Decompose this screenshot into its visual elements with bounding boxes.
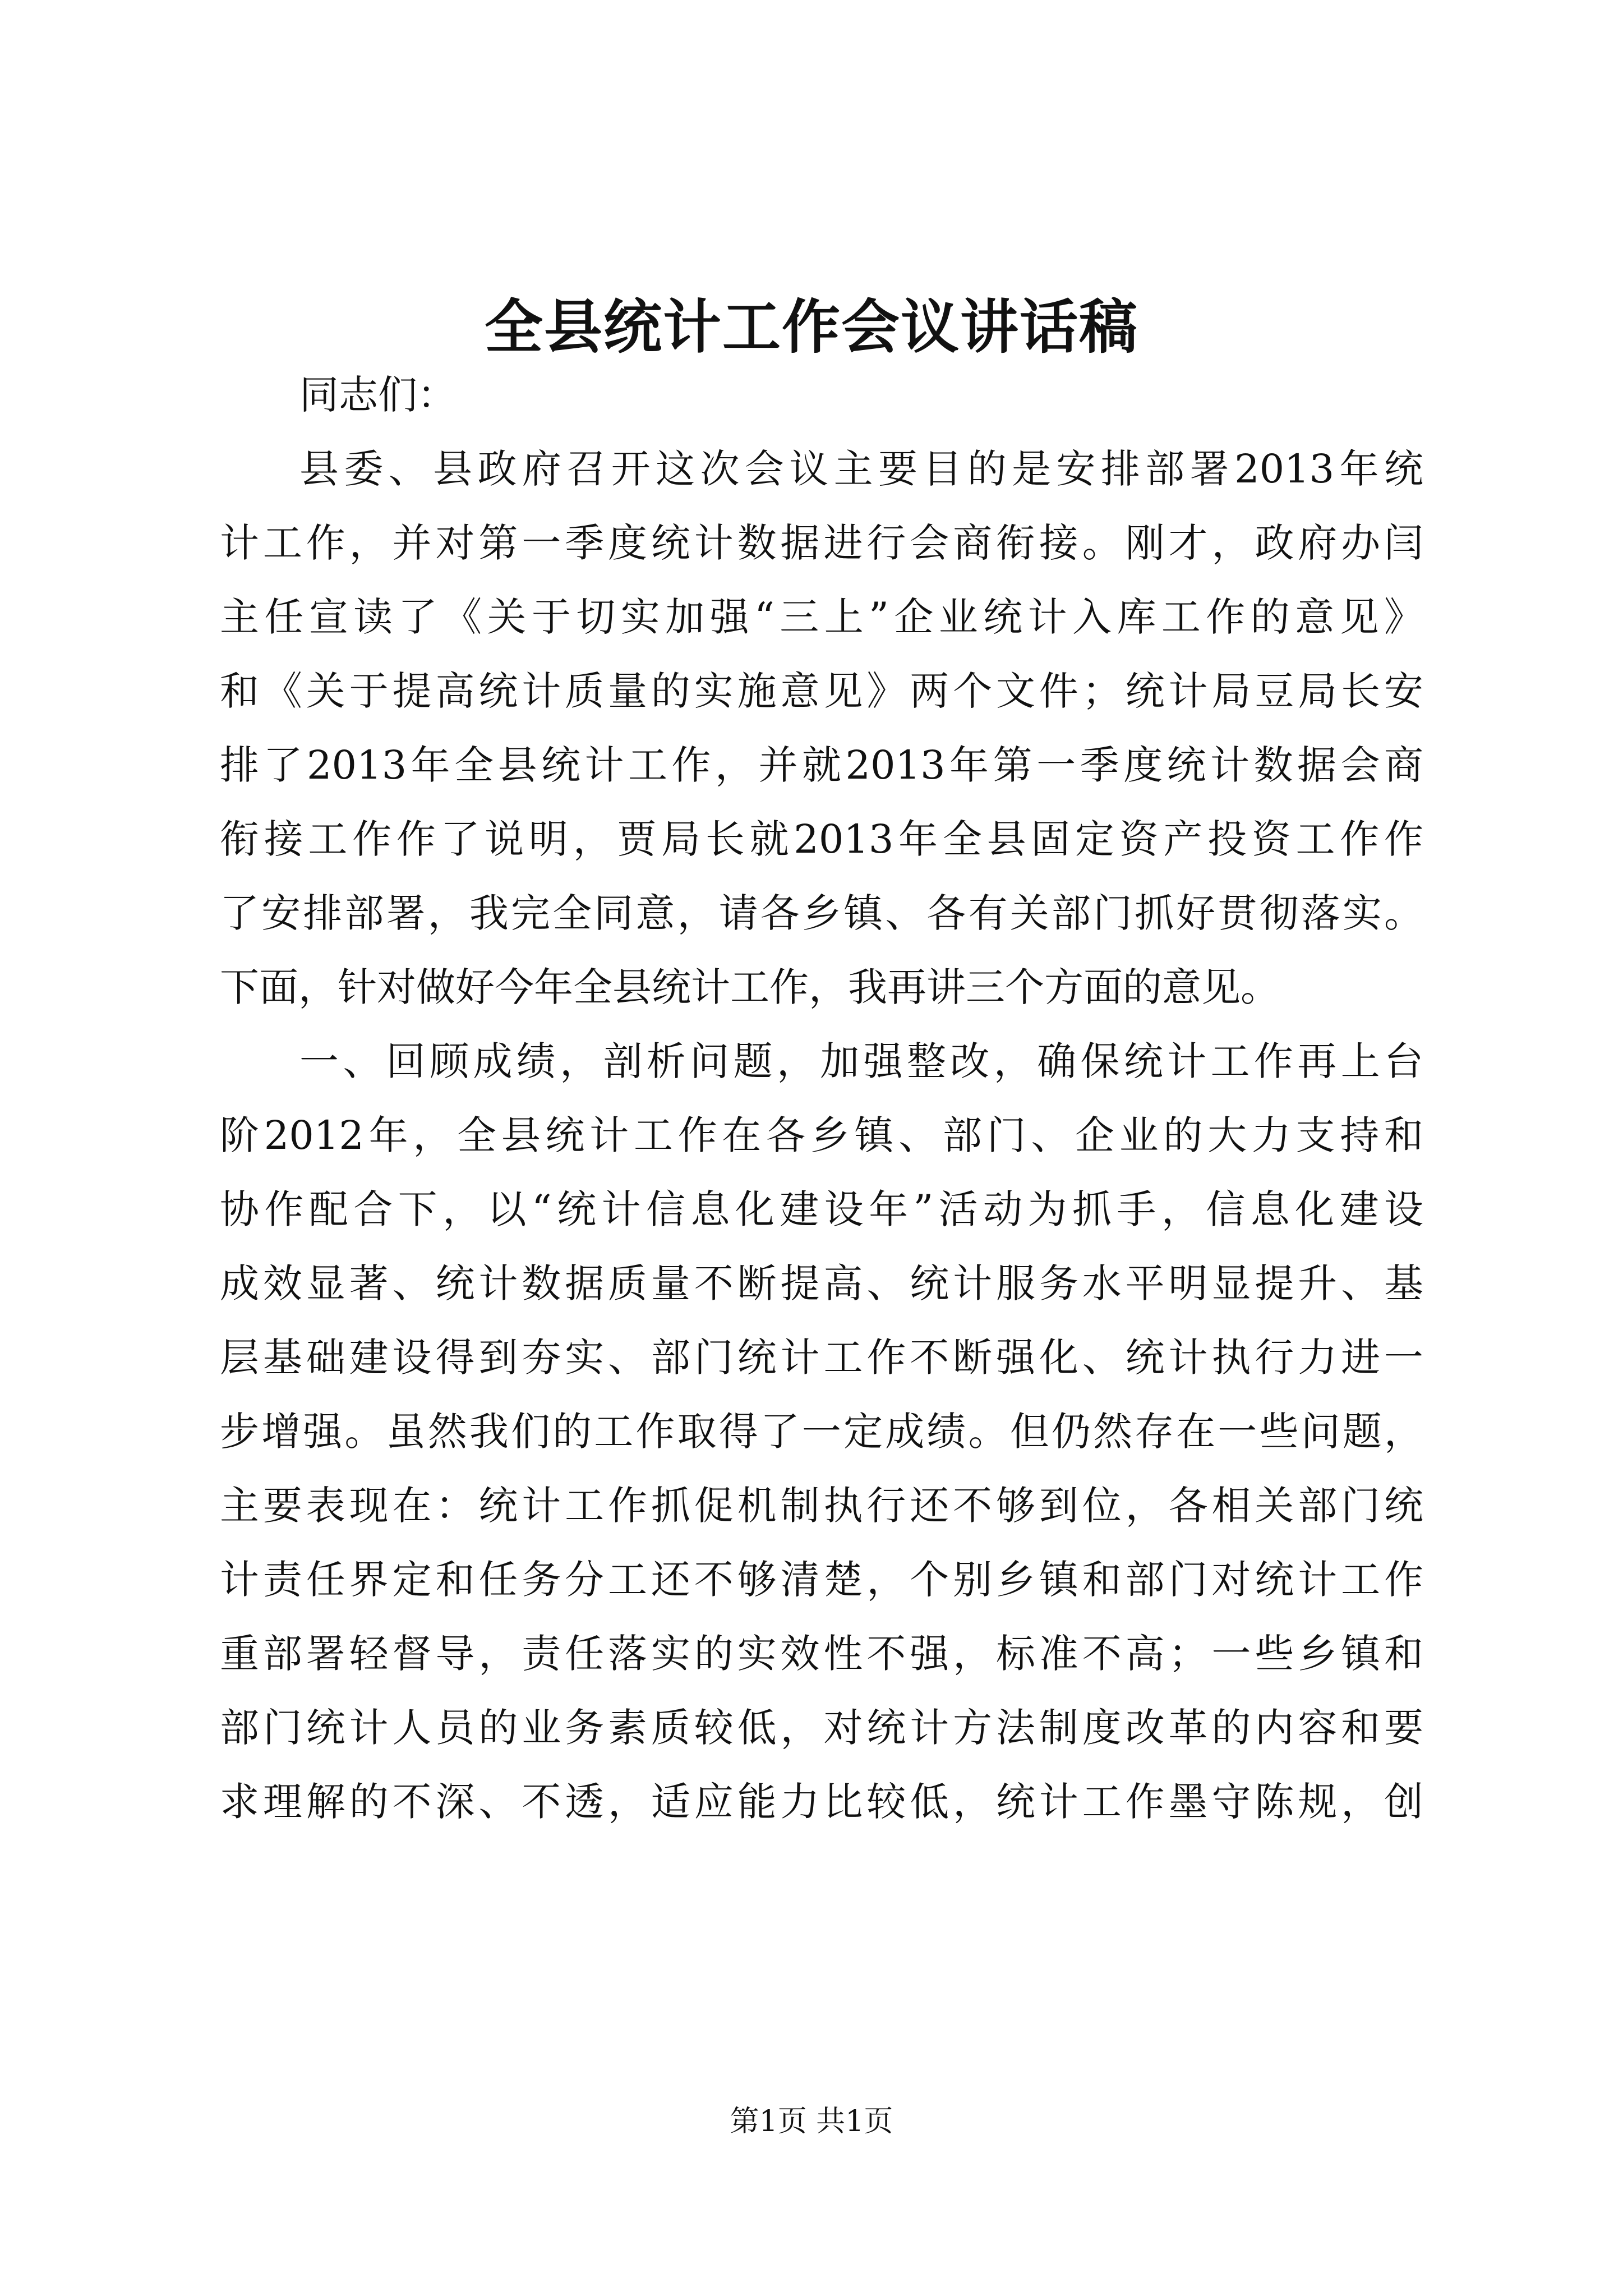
document-title: 全县统计工作会议讲话稿 (484, 292, 1138, 361)
salutation-line: 同志们： (299, 372, 457, 418)
body-line: 重部署轻督导，责任落实的实效性不强，标准不高；一些乡镇和 (220, 1631, 1423, 1677)
body-line: 县委、县政府召开这次会议主要目的是安排部署2013年统 (299, 446, 1423, 492)
body-line: 求理解的不深、不透，适应能力比较低，统计工作墨守陈规，创 (220, 1779, 1423, 1825)
body-line: 计工作，并对第一季度统计数据进行会商衔接。刚才，政府办闫 (220, 520, 1423, 566)
body-line: 和《关于提高统计质量的实施意见》两个文件；统计局豆局长安 (220, 668, 1423, 714)
section-heading-line: 一、回顾成绩，剖析问题，加强整改，确保统计工作再上台 (299, 1038, 1423, 1084)
body-line: 排了2013年全县统计工作，并就2013年第一季度统计数据会商 (220, 742, 1423, 788)
body-line: 成效显著、统计数据质量不断提高、统计服务水平明显提升、基 (220, 1260, 1423, 1306)
body-line: 下面，针对做好今年全县统计工作，我再讲三个方面的意见。 (220, 964, 1280, 1010)
body-line: 层基础建设得到夯实、部门统计工作不断强化、统计执行力进一 (220, 1335, 1423, 1381)
body-line: 步增强。虽然我们的工作取得了一定成绩。但仍然存在一些问题， (220, 1409, 1423, 1455)
page-footer: 第1页 共1页 (730, 2105, 893, 2138)
body-line: 主要表现在：统计工作抓促机制执行还不够到位，各相关部门统 (220, 1483, 1423, 1529)
body-line: 了安排部署，我完全同意，请各乡镇、各有关部门抓好贯彻落实。 (220, 890, 1423, 936)
body-line: 阶2012年，全县统计工作在各乡镇、部门、企业的大力支持和 (220, 1112, 1423, 1158)
body-line: 主任宣读了《关于切实加强“三上”企业统计入库工作的意见》 (220, 594, 1423, 640)
body-line: 计责任界定和任务分工还不够清楚，个别乡镇和部门对统计工作 (220, 1557, 1423, 1603)
body-line: 协作配合下，以“统计信息化建设年”活动为抓手，信息化建设 (220, 1186, 1423, 1232)
document-body (220, 358, 1423, 1839)
body-line: 部门统计人员的业务素质较低，对统计方法制度改革的内容和要 (220, 1705, 1423, 1751)
body-line: 衔接工作作了说明，贾局长就2013年全县固定资产投资工作作 (220, 816, 1423, 862)
